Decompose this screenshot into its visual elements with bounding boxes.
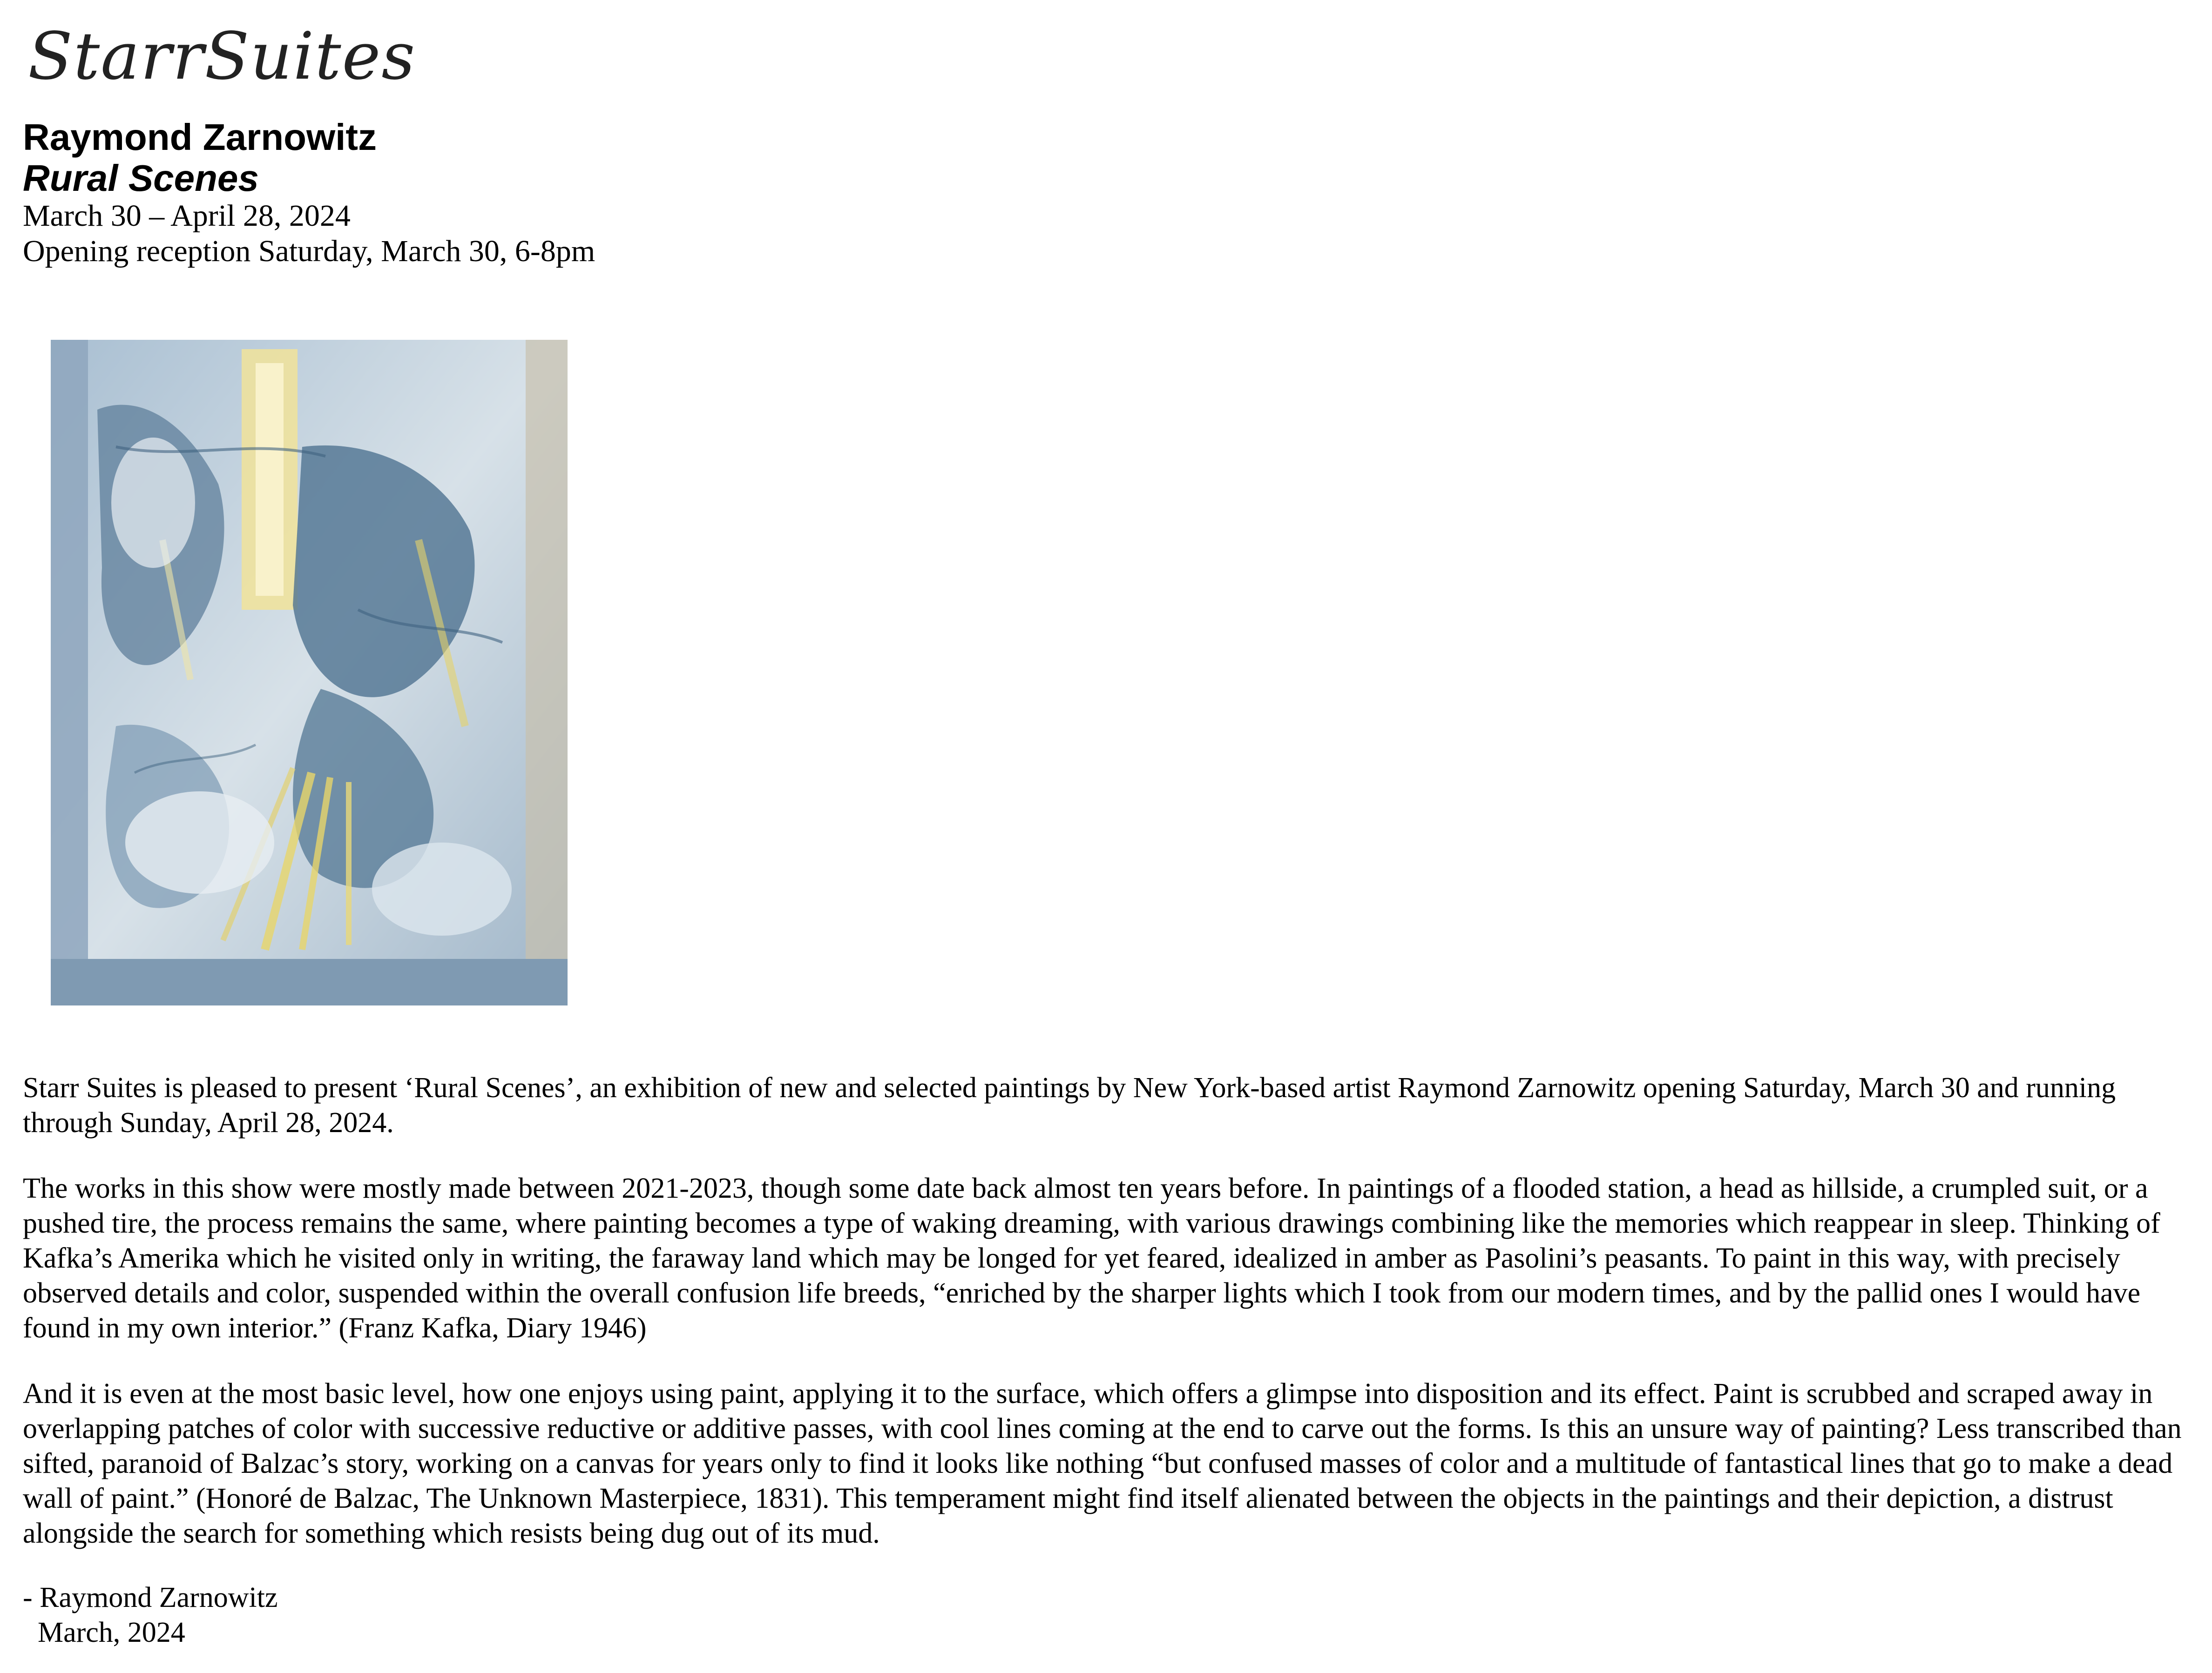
- signature-block: [23, 1580, 278, 1650]
- exhibition-title: Rural Scenes: [23, 157, 259, 199]
- opening-reception: Opening reception Saturday, March 30, 6-8pm: [23, 234, 595, 268]
- press-release-paragraph: And it is even at the most basic level, how one enjoys using paint, applying it to the surface, which offers a glimpse into disposition and its effect. Paint is scrubbed and scraped away in overlapping patches of color with successive reductive or additive passes, with cool lines coming at the end to carve out the forms. Is this an unsure way of painting? Less transcribed than sifted, paranoid of Balzac’s story, working on a canvas for years only to find it looks like nothing “but confused masses of color and a multitude of fantastical lines that go to make a dead wall of paint.” (Honoré de Balzac, The Unknown Masterpiece, 1831). This temperament might find itself alienated between the objects in the paintings and their depiction, a distrust alongside the search for something which resists being dug out of its mud.: [23, 1378, 2182, 1549]
- press-release-paragraph: The works in this show were mostly made between 2021-2023, though some date back almost ten years before. In paintings of a flooded station, a head as hillside, a crumpled suit, or a pushed tire, the process remains the same, where painting becomes a type of waking dreaming, with various drawings combining like the memories which reappear in sleep. Thinking of Kafka’s Amerika which he visited only in writing, the faraway land which may be longed for yet feared, idealized in amber as Pasolini’s peasants. To paint in this way, with precisely observed details and color, suspended within the overall confusion life breeds, “enriched by the sharper lights which I took from our modern times, and by the pallid ones I would have found in my own interior.” (Franz Kafka, Diary 1946): [23, 1173, 2160, 1344]
- exhibition-dates: March 30 – April 28, 2024: [23, 199, 351, 233]
- press-release-paragraph: Starr Suites is pleased to present ‘Rural Scenes’, an exhibition of new and selected paintings by New York-based artist Raymond Zarnowitz opening Saturday, March 30 and running through Sunday, April 28, 2024.: [23, 1072, 2116, 1139]
- painting-image: [23, 307, 586, 1043]
- signature: - Raymond Zarnowitz: [23, 1582, 278, 1613]
- signature-date: March, 2024: [38, 1617, 185, 1648]
- exhibition-header: [23, 116, 595, 269]
- artist-name: Raymond Zarnowitz: [23, 116, 377, 158]
- gallery-logo-link[interactable]: StarrSuites: [28, 19, 416, 94]
- press-release: [23, 1071, 2192, 1582]
